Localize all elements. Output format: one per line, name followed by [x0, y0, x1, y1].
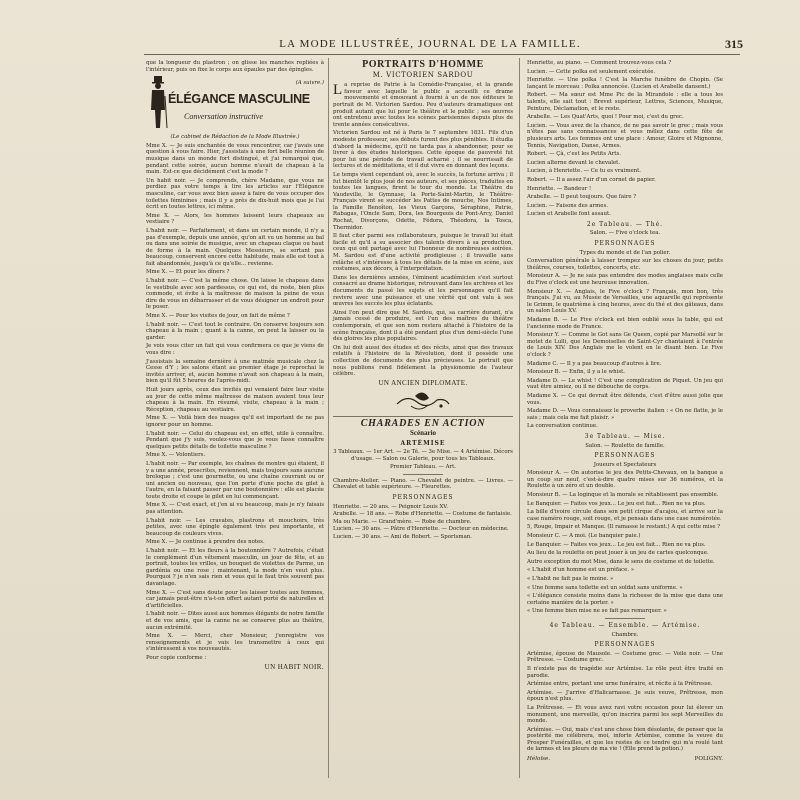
tableau4-personnages: PERSONNAGES: [594, 641, 656, 649]
banner-title: ÉLÉGANCE MASCULINE: [168, 92, 310, 107]
paragraph: Monsieur B. — Enfin, il y a le whist.: [527, 369, 626, 376]
paragraph: Le temps vient cependant où, avec le succès, la fortune arriva ; il fut bientôt le plus joué de nos auteurs, et ses pièces, traduites en toutes les langues, firent le tour du monde. Le Théâtre du Vaudeville, le Gymnase, la Porte-Saint-Martin, le Théâtre-Français virent se succéder les Pattes de mouche, Nos Intimes, la Famille Benoîton, les Vieux Garçons, Séraphine, Patrie, Rabagas, l'Oncle Sam, Dora, les Bourgeois de Pont-Arcy, Daniel Rochat, Divorçons, Odette, Fédora, Théodora, la Tosca, Thermidor.: [333, 171, 513, 231]
personnages-heading: PERSONNAGES: [392, 494, 454, 502]
portraits-subtitle: M. VICTORIEN SARDOU: [372, 70, 474, 79]
paragraph: Madame B. — Le Five o'clock est bien oublié sous la table, qui est l'ancienne mode de France.: [527, 317, 723, 330]
dialogue-list: [527, 60, 723, 218]
banner-subtitle: Conversation instructive: [184, 112, 263, 122]
paragraph: Mme X. — Je suis enchantée de vous rencontrer, car j'avais une question à vous faire. Hier, j'assistais à une fort belle réunion de musique dans un monde fort distingué, et j'ai remarqué que, pendant cette soirée, aucun homme n'avait de chapeau à la main. Est-ce que décidément c'est la mode ?: [146, 142, 324, 176]
paragraph: Madame X. — Ce qui devrait être défendu, c'est d'être aussi jolie que vous.: [527, 392, 723, 406]
footer-signatures: [527, 756, 723, 763]
paragraph: L'habit noir. — C'est tout le contraire. On conserve toujours son chapeau à la main ; quant à la canne, on peut la laisser ou la garder.: [146, 321, 324, 341]
gentleman-figure-icon: [148, 76, 168, 130]
tableau2-title: 2e Tableau. — Thé.: [586, 220, 664, 228]
paragraph: Mme X. — Pour les visites de jour, on fait de même ?: [146, 313, 290, 320]
tableau3-title: 3e Tableau. — Mise.: [584, 432, 666, 440]
paragraph: Mme X. — Merci, cher Monsieur, j'enregistre vos renseignements et je vais les transmettre à ceux qui s'intéressent à vos nouveautés.: [146, 633, 324, 653]
tableau3-setting: Salon. — Roulette de famille.: [585, 442, 665, 449]
paragraph: Lucien. — Vous avez de la chance, de ne pas savoir le grec ; mais vous n'êtes pas sans connaissances et vous mêlez dans cette fête de plusieurs arts. Les femmes ont une place : Amour, Gloire et Mignonne, Tennis, Navigation, Danse, Armes.: [527, 122, 723, 149]
dialogue-list: [146, 143, 324, 662]
paragraph: Henriette. — Bandeur !: [527, 185, 592, 192]
paragraph: On lui doit aussi des études et des récits, ainsi que des travaux relatifs à l'histoire de la Révolution, dont il possède une collection de documents des plus précieuses. Le portrait que nous publions rend fidèlement la physionomie de l'auteur célèbre.: [333, 344, 513, 378]
paragraph: Ainsi l'on peut dire que M. Sardou, qui, sa carrière durant, n'a jamais cessé de produire, est l'un des maîtres du théâtre contemporain, et que son nom restera attaché à l'histoire de la scène française, dont il a été pendant plus d'un demi-siècle l'une des gloires les plus populaires.: [333, 309, 513, 343]
paragraph: Lucien, à Henriette. — Ce tu es vraiment.: [527, 168, 641, 175]
paragraph: Mme X. — Alors, les hommes laissent leurs chapeaux au vestiaire ?: [146, 212, 324, 226]
paragraph: La bille d'ivoire circule dans son petit cirque d'acajou, et arrive sur la case numéro rouge, soit rouge, et je pensais dans une case numérotée.: [527, 509, 723, 522]
paragraph: Robert. — Il a assez l'air d'un cornet de papier.: [527, 176, 656, 183]
middle-column: [333, 60, 513, 542]
paragraph: Monsieur C. — A moi. (Le banquier paie.): [527, 533, 641, 540]
signature-heloise: Héloïse.: [527, 756, 551, 763]
paragraph: L'habit noir. — C'est la même chose. On laisse le chapeau dans le vestibule avec son pardessus, ce qui est, du reste, bien plus commode, et évite à la maîtresse de maison la peine de vous dire de vous en débarrasser et de vous désigner un endroit pour le poser.: [146, 278, 324, 311]
signature-poligny: POLIGNY.: [694, 756, 723, 763]
paragraph: Monsieur X. — Anglais, le Five o'clock ? Français, mon bon, très français. J'ai vu, au Musée de Versailles, une aquarelle qui représente le Grimm, le quatrième à cinq heures, avec du thé et des gâteaux, dans un salon Louis XV.: [527, 288, 723, 315]
paragraph: Huit jours après, ceux des invités qui venaient faire leur visite au jour de cette même maîtresse de maison avaient tous leur chapeau à la main. En résumé, visite, chapeau à la main ; Réception, chapeau au vestiaire.: [146, 386, 324, 413]
tableau2-setting: Salon. — Five o'clock tea.: [589, 230, 661, 237]
first-tableau: Premier Tableau. — Art.: [389, 464, 457, 471]
signature-middle: UN ANCIEN DIPLOMATE.: [378, 378, 468, 387]
paragraph: Monsieur Y. — Comme le Got sans Ge Queen, copié par Marsollé sur le motet de Lulli, que les Demoiselles de Saint-Cyr chantaient à l'entrée de Louis XIV. Des Anglais me le volent en le disant bien. Le Five o'clock ?: [527, 332, 723, 358]
paragraph: Lucien. — Cette polka est seulement exécutée.: [527, 68, 656, 75]
paragraph: Il faut citer parmi ses collaborateurs, puisque le travail lui était facile et qu'il a su associer des talents divers à sa production, ceux qui ont partagé avec lui l'honneur de nombreuses soirées. M. Sardou est d'une activité prodigieuse ; il travaille sans relâche et s'intéresse à tous les détails de la mise en scène, aux costumes, aux décors, à l'interprétation.: [333, 233, 513, 273]
running-title: LA MODE ILLUSTRÉE, JOURNAL DE LA FAMILLE.: [279, 38, 581, 50]
paragraph: Madame D. — Vous connaissez le proverbe italien : « On ne flatte, je le sais ; mais cela me fait plaisir. »: [527, 408, 723, 421]
paragraph: « L'habit ne fait pas le moine. »: [527, 576, 614, 582]
tableau4-cast: Artémise, épouse de Mausole. — Costume grec. — Voile noir. — Une Prêtresse. — Costume grec.: [527, 650, 723, 664]
paragraph: L'habit noir. — Par exemple, les chaînes de montre qui étaient, il y a une année, proscrites, reviennent, mais toujours sans aucune breloque ; c'est une gourmette, ou une chaîne couvrant ou or uni ancien ou nouveau, que l'on porte d'une poche du gilet à l'autre, en la faisant passer par une boutonnière : elle est placée toute droite et coupe le gilet en lui commençant.: [146, 460, 324, 500]
paragraph: « Une femme sans toilette est un soldat sans uniforme. »: [527, 584, 683, 591]
paragraph: Un habit noir. — Je comprends, chère Madame, que vous ne perdiez pas votre temps à lire les articles sur l'Élégance masculine, car vous avez bien assez à faire de vous occuper des toilettes féminines ; mais il y a près de dix-huit mois que je l'ai écrit en toutes lettres, ici même.: [146, 177, 324, 211]
paragraph: Lucien. — 30 ans. — Pâtre d'Henriette. — Docteur en médecine.: [333, 526, 509, 533]
paragraph: Ma ou Marie. — Grand'mère. — Robe de chambre.: [333, 518, 472, 525]
tableau4-title: 4e Tableau. — Ensemble. — Artémise.: [549, 621, 701, 629]
paragraph: Mme X. — Voilà bien des nuages qu'il est important de ne pas ignorer pour un homme.: [146, 415, 324, 428]
tableau2-personnages: PERSONNAGES: [594, 240, 656, 248]
paragraph: Lucien. — Faisons des armes.: [527, 202, 608, 209]
paragraph: Monsieur A. — Je ne sais pas entendre des modes anglaises mais celle du Five o'clock est une heureuse innovation.: [527, 273, 723, 287]
charade-tableaux: 3 Tableaux. — 1er Art. — 2e Té. — 3e Mise. — 4 Artémise. Décors d'usage. — Salon ou Galerie, pour tous les Tableaux.: [333, 449, 513, 462]
paragraph: Arabelle. — 18 ans. — Robe d'Henriette. — Costume de fantaisie.: [333, 511, 512, 518]
paragraph: Autre exception du mot Mise, dans le sens de costume et de toilette.: [527, 558, 715, 565]
paragraph: Le Banquier. — Faites vos jeux... Le jeu est fait... Rien ne va plus.: [527, 541, 706, 548]
left-column: [146, 60, 324, 670]
paragraph: L'habit noir. — Celui du chapeau est, en effet, utile à connaître. Pendant que j'y suis, voulez-vous que je vous fasse connaître quelques petits détails de toilette masculine ?: [146, 430, 324, 450]
paragraph: Henriette. — Une polka ! C'est la Marche funèbre de Chopin. (Se lançant le morceau : Polka annoncée. (Lucien et Arabelle dansent.): [527, 77, 723, 90]
page-number: 315: [725, 37, 743, 51]
paragraph: Robert. — Ma sœur est Mme Pic de la Mirandole : elle a tous les talents, elle sait tout : Brevet supérieur, Lettres, Sciences, Musique, Peinture, Déclamation, et le reste.: [527, 92, 723, 112]
paragraph: Henriette, au piano. — Comment trouvez-vous cela ?: [527, 60, 672, 66]
short-rule: [605, 618, 645, 619]
paragraph: Le Banquier. — Faites vos jeux... Le jeu est fait... Rien ne va plus.: [527, 500, 706, 507]
intro-fragment: que la longueur du plastron ; on glisse les manches repliées à l'intérieur, puis on fixe le corps aux épaules par des épingles.: [146, 60, 324, 73]
charades-subtitle: Scénario: [409, 428, 437, 437]
column-divider: [328, 58, 329, 778]
paragraph: Monsieur A. — On autorise le jeu des Petits-Chevaux, on la banque a un coup sur neuf, c'est-à-dire quatre mises sur 36 numéros, et la Roulette à un zéro et un double.: [527, 470, 723, 490]
paragraph: Lucien et Arabelle font assaut.: [527, 211, 611, 218]
signature-left: UN HABIT NOIR.: [264, 662, 324, 671]
paragraph: « Une femme bien mise ne se fait pas remarquer. »: [527, 608, 667, 615]
paragraph: Arabelle. — Les Quat'Arts, quoi ! Pour moi, c'est du grec.: [527, 114, 684, 121]
charade-word: ARTÉMISE: [400, 439, 446, 447]
intro-end: (A suivre.): [295, 80, 324, 87]
paragraph: Victorien Sardou est né à Paris le 7 septembre 1831. Fils d'un modeste professeur, ses débuts furent des plus pénibles. Il étudia d'abord la médecine, qu'il ne tarda pas à abandonner, pour se livrer à des études historiques. Cette époque de pauvreté fut pour lui une période de travail acharné ; il se nourrissait de lectures et de méditations, et il dut vivre en donnant des leçons.: [333, 130, 513, 170]
tableau4-setting: Chambre.: [611, 631, 639, 638]
cast-list: [333, 504, 513, 541]
tableau2-types: Types du monde et de l'an polier.: [579, 249, 671, 256]
column-divider: [519, 58, 520, 778]
flourish-ornament-icon: [393, 390, 453, 412]
paragraph: Henriette. — 20 ans. — Peignoir Louis XV.: [333, 503, 448, 510]
paragraph: Madame C. — Il y a pas beaucoup d'autres à lire.: [527, 360, 662, 367]
setting-note: (Le cabinet de Rédaction de la Mode Illustrée.): [170, 134, 300, 141]
paragraph: Conversation générale à laisser trompez sur les choses du jour, petits théâtres, courses, toilettes, concerts, etc.: [527, 258, 723, 271]
paragraph: Artémise entre, portant une urne funéraire, et récite à la Prêtresse.: [527, 681, 713, 688]
tableau3-personnages: PERSONNAGES: [594, 452, 656, 460]
paragraph: J'assistais la semaine dernière à une matinée musicale chez la Cesse d'Y ; les salons étant au premier étage je reprochai le invités arriver, et, aucun homme n'avait son chapeau à la main, bien qu'il fût 5 heures de l'après-midi.: [146, 358, 324, 385]
paragraph: L'habit noir. — Dites aussi aux hommes élégants de notre famille et de vos amis, que la canne ne se conserve plus au théâtre, aucun extrémité.: [146, 611, 324, 631]
paragraph: Artémise. — Oui, mais c'est une chose bien désolante, de penser que la postérité me célèbrera, moi, inforte Artémise, comme la veuve du Prosper Funérailles, et que les restes de ce tendre qui m'a roulé tant de larmes et les pleurs de ma vie ! (Elle prend la potion.): [527, 726, 723, 753]
paragraph: Je vois vous citer un fait qui vous confirmera ce que je viens de vous dire :: [146, 343, 324, 356]
paragraph: Artémise. — J'arrive d'Halicarnasse. Je suis veuve, Prêtresse, mon époux n'est plus.: [527, 689, 723, 703]
tableau3-types: Joueurs et Spectateurs: [593, 461, 657, 468]
paragraph: L'habit noir. — Les cravates, plastrons et mouchoirs, très petites, avec une épingle également très peu importante, et beaucoup de couleurs vives.: [146, 517, 324, 537]
paragraph: Robert. — Çà, c'est les Petits Arts.: [527, 151, 621, 158]
paragraph: Mme X. — C'est exact, et j'en ai vu beaucoup, mais je n'y faisais pas attention.: [146, 502, 324, 516]
paragraph: « L'habit d'un homme est un préface. »: [527, 567, 635, 574]
paragraph: 5, Rouge, Impair et Manque. (Il ramasse le restant.) A qui cette mise ?: [527, 524, 721, 531]
paragraph: Pour copie conforme :: [146, 654, 207, 661]
paragraph: a reprise de Patrie à la Comédie-Française, et la grande faveur avec laquelle le public a accueilli ce drame mouvementé et émouvant à fourni à un de nos éditeurs le portrait de M. Victorien Sardou. Peu d'auteurs dramatiques ont produit autant que lui pour le théâtre et le public ; ses œuvres ont entretenu avec toutes les scènes parisiennes depuis plus de trente années consécutives.: [333, 82, 513, 128]
dialogue-list: [527, 470, 723, 615]
ornament-icon: [333, 390, 513, 412]
portraits-title: PORTRAITS D'HOMME: [362, 59, 484, 70]
paragraph: Dans les dernières années, l'éminent académicien s'est surtout consacré au drame historique, retrouvant dans les archives et les documents du passé les sujets et les personnages qu'il fait revivre avec une puissance et une vérité qui ont valu à ses œuvres les succès les plus éclatants.: [333, 274, 513, 308]
charades-title: CHARADES EN ACTION: [360, 418, 486, 430]
paragraph: L'habit noir. — Parfaitement, et dans un certain monde, il n'y a pas d'exemple, depuis une année, qu'on ait vu un homme au bal ou dans une soirée de musique, avec un chapeau claque ou haut de forme à la main. Quelques Messieurs, se sortant pas beaucoup, conservent encore cette habitude, mais elle est tout à fait abandonnée, jusqu'à ce qu'elle... revienne.: [146, 227, 324, 267]
drop-cap: L: [333, 82, 343, 99]
paragraph: « L'élégance consiste moins dans la richesse de la mise que dans une certaine manière de la porter. »: [527, 593, 723, 606]
paragraph: Mme X. — Volontiers.: [146, 452, 206, 459]
short-rule: [403, 474, 443, 475]
article-body: [333, 82, 513, 378]
elegance-banner: [146, 76, 324, 132]
dialogue-list: [527, 666, 723, 753]
paragraph: Au lieu de la roulette on peut jouer à un jeu de cartes quelconque.: [527, 550, 709, 557]
header-rule: [144, 54, 740, 55]
right-column: [527, 60, 723, 763]
scene-setting: Chambre-Atelier. — Piano. — Chevalet de peintre. — Livres. — Chevalet et table supérieure. — Fleurettes.: [333, 477, 513, 491]
paragraph: Lucien alterne devant le chevalet.: [527, 159, 621, 166]
paragraph: Madame D. — Le whist ! C'est une complication de Piquet. Un jeu qui vaut être aimiez, ou il ne débouche de corps.: [527, 377, 723, 391]
paragraph: Mme X. — C'est sans doute pour les laisser toutes aux femmes, car jamais peut-être n'a-t-on offert autant porté de naturelles et d'artificielles.: [146, 589, 324, 609]
paragraph: Il n'existe pas de tragédie sur Artémise. Le rôle peut être traité en parodie.: [527, 665, 723, 679]
paragraph: Arabelle. — Il peut toujours. Que faire ?: [527, 194, 637, 201]
paragraph: La Prêtresse. — Et vous avez ravi votre occasion pour lui élever un monument, une merveille, qu'on inscrira parmi les sept Merveilles du monde.: [527, 704, 723, 725]
paragraph: La conversation continue.: [527, 423, 598, 430]
paragraph: Mme X. — Et pour les dîners ?: [146, 269, 230, 276]
dialogue-list: [527, 258, 723, 430]
paragraph: Mme X. — Je continue à prendre des notes.: [146, 539, 265, 546]
paragraph: Monsieur B. — La loginque et la morale se rétablissent pas ensemble.: [527, 492, 719, 499]
section-rule: [333, 416, 513, 417]
paragraph: Lucien. — 30 ans. — Ami de Robert. — Sportsman.: [333, 534, 472, 541]
paragraph: L'habit noir. — Et les fleurs à la boutonnière ? Autrefois, c'était le complément d'un vêtement masculin, un jour de fête, et au portrait, toutes les vrilles, un bouquet de violettes de Parme, un gardénia ou une rose ; maintenant, la mode n'en veut plus. Pourquoi ? je n'en sais rien et vous qui le faut très souvent pas davantage.: [146, 548, 324, 587]
